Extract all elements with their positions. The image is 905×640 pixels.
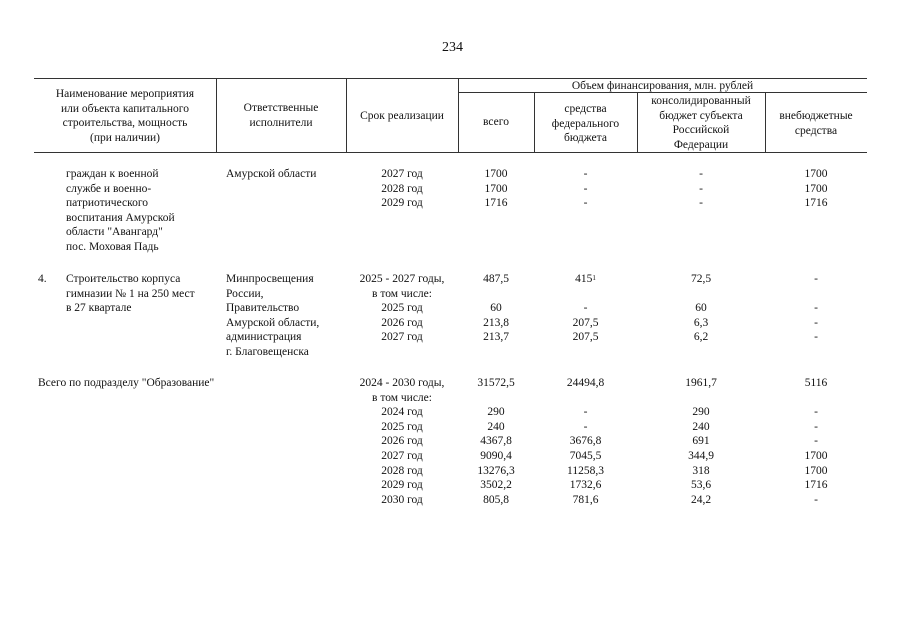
total-row-offbudget: -	[814, 435, 818, 448]
header-responsible: исполнители	[249, 116, 313, 129]
row-cont-name: области "Авангард"	[66, 226, 163, 239]
row4-federal: $415^1$	[575, 273, 596, 285]
total-row-total: 805,8	[483, 493, 509, 506]
row-cont-year: 2028 год	[381, 182, 423, 195]
total-row-year: 2024 - 2030 годы,	[359, 377, 445, 389]
row-cont-name: пос. Моховая Падь	[66, 241, 159, 253]
header-consolidated: Федерации	[673, 138, 729, 151]
total-row-offbudget: 1700	[804, 464, 828, 477]
row4-year: 2025 - 2027 годы,	[359, 273, 445, 285]
total-row-consolidated: 344,9	[688, 450, 714, 462]
row4-consolidated: 72,5	[690, 273, 712, 285]
total-row-federal: 1732,6	[569, 479, 602, 492]
row4-offbudget: -	[814, 302, 818, 315]
row4-federal: 207,5	[572, 331, 599, 344]
total-row-offbudget: 1700	[804, 450, 828, 462]
row4-name: Строительство корпуса	[66, 273, 181, 285]
footnote-mark: 1	[592, 274, 596, 282]
total-row-year: 2027 год	[381, 450, 423, 462]
header-consolidated: Российской	[672, 124, 730, 137]
row4-offbudget: -	[814, 273, 818, 285]
row4-total: 213,7	[483, 331, 509, 344]
total-row-year: 2025 год	[381, 420, 423, 433]
total-row-federal: 11258,3	[567, 464, 604, 477]
row4-name: в 27 квартале	[66, 302, 132, 315]
row4-federal: 207,5	[572, 316, 599, 329]
row4-year: в том числе:	[372, 287, 432, 300]
header-name: строительства, мощность	[62, 117, 188, 130]
row4-consolidated: 6,2	[693, 331, 709, 344]
header-offbudget: средства	[794, 124, 838, 137]
total-row-federal: 24494,8	[566, 377, 605, 389]
header-responsible: Ответственные	[243, 102, 319, 114]
total-row-total: 13276,3	[477, 464, 515, 477]
header-name: или объекта капитального	[61, 102, 189, 115]
total-row-federal: 3676,8	[569, 435, 602, 448]
total-row-year: 2029 год	[381, 479, 423, 492]
row-cont-consolidated: -	[699, 182, 703, 195]
row4-responsible: России,	[226, 287, 264, 300]
total-row-total: 4367,8	[480, 435, 512, 448]
total-row-consolidated: 240	[692, 420, 710, 433]
row4-name: гимназии № 1 на 250 мест	[66, 287, 195, 300]
row-cont-total: 1700	[484, 182, 508, 195]
row-cont-consolidated: -	[699, 197, 703, 210]
row-cont-name: патриотического	[66, 197, 149, 210]
row4-offbudget: -	[814, 316, 818, 329]
total-row-total: 9090,4	[480, 450, 512, 462]
total-row-federal: -	[583, 406, 588, 419]
row4-responsible: г. Благовещенска	[226, 346, 309, 358]
row4-responsible: Минпросвещения	[226, 273, 314, 285]
total-row-federal: -	[583, 420, 588, 433]
row4-responsible: администрация	[226, 331, 302, 344]
total-row-consolidated: 1961,7	[685, 377, 717, 389]
total-row-federal: 7045,5	[569, 450, 602, 462]
total-row-consolidated: 290	[692, 406, 710, 419]
header-federal: федерального	[551, 117, 620, 130]
header-consolidated: консолидированный	[651, 95, 751, 107]
total-row-year: 2028 год	[381, 464, 423, 477]
total-row-offbudget: 1716	[804, 479, 828, 492]
total-row-consolidated: 53,6	[690, 479, 712, 492]
page-number: 234	[442, 40, 463, 55]
header-federal: бюджета	[564, 132, 607, 145]
row4-responsible: Правительство	[226, 302, 300, 315]
total-row-total: 240	[487, 420, 505, 433]
total-row-total: 31572,5	[477, 377, 515, 389]
row4-year: 2025 год	[381, 302, 423, 315]
header-name: (при наличии)	[90, 131, 160, 144]
header-funding: Объем финансирования, млн. рублей	[571, 80, 754, 92]
total-row-total: 290	[487, 406, 505, 419]
row4-total: 60	[490, 302, 502, 315]
row4-total: 213,8	[483, 316, 509, 329]
row4-year: 2026 год	[381, 316, 423, 329]
row4-offbudget: -	[814, 331, 818, 344]
row4-consolidated: 6,3	[693, 316, 709, 329]
total-row-year: в том числе:	[372, 391, 432, 404]
total-row-federal: 781,6	[572, 493, 599, 506]
total-row-consolidated: 24,2	[690, 493, 712, 506]
row-cont-name: граждан к военной	[66, 168, 159, 180]
row-cont-consolidated: -	[699, 168, 703, 180]
row-cont-offbudget: 1716	[804, 197, 828, 210]
row4-consolidated: 60	[695, 302, 707, 315]
row-cont-year: 2027 год	[381, 168, 423, 180]
row4-federal: -	[583, 302, 588, 315]
row-cont-name: воспитания Амурской	[66, 211, 175, 224]
row4-number: 4.	[38, 273, 47, 285]
total-row-offbudget: 5116	[804, 377, 828, 389]
row-cont-offbudget: 1700	[804, 168, 828, 180]
row-cont-responsible: Амурской области	[226, 168, 317, 180]
total-row-year: 2030 год	[381, 493, 423, 506]
total-row-consolidated: 691	[692, 435, 710, 448]
total-row-year: 2024 год	[381, 406, 423, 419]
row-cont-total: 1700	[484, 168, 508, 180]
row-cont-offbudget: 1700	[804, 182, 828, 195]
row-cont-name: службе и военно-	[66, 182, 152, 195]
header-federal: средства	[564, 103, 607, 115]
total-row-offbudget: -	[814, 493, 818, 506]
total-row-total: 3502,2	[480, 479, 512, 492]
row-cont-total: 1716	[484, 197, 508, 210]
row-cont-federal: -	[583, 182, 588, 195]
header-name: Наименование мероприятия	[55, 88, 195, 100]
header-period: Срок реализации	[360, 110, 444, 122]
row4-year: 2027 год	[381, 331, 423, 344]
total-row-consolidated: 318	[692, 464, 710, 477]
row-cont-federal: -	[583, 197, 588, 210]
header-total: всего	[483, 116, 509, 128]
total-row-offbudget: -	[814, 406, 818, 419]
total-row-year: 2026 год	[381, 435, 423, 448]
header-consolidated: бюджет субъекта	[659, 109, 743, 122]
row4-total: 487,5	[483, 273, 509, 285]
row4-responsible: Амурской области,	[226, 316, 320, 329]
total-row-offbudget: -	[814, 420, 818, 433]
header-offbudget: внебюджетные	[779, 110, 853, 122]
row-cont-year: 2029 год	[381, 197, 423, 210]
row-cont-federal: -	[583, 168, 588, 180]
total-row-label: Всего по подразделу "Образование"	[38, 377, 215, 389]
